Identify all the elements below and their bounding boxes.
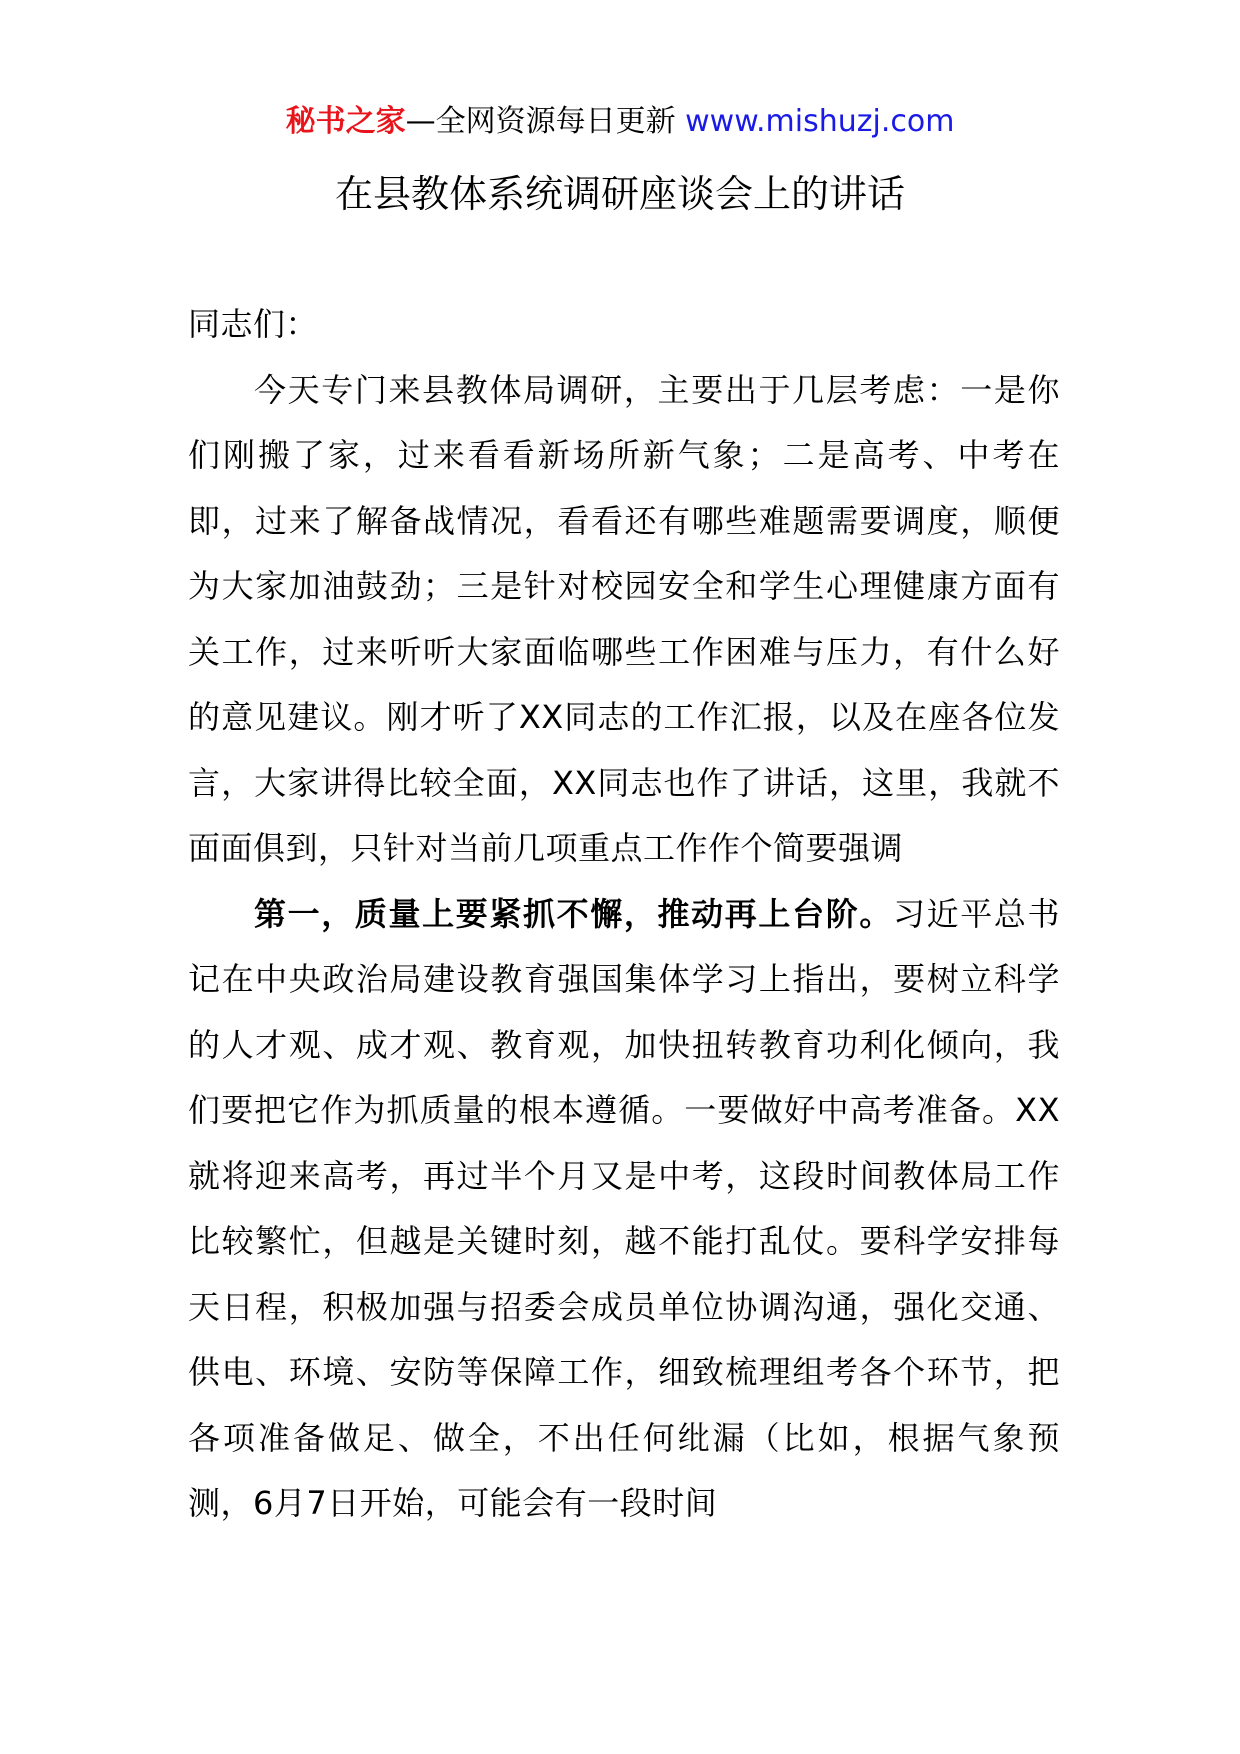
site-brand: 秘书之家 <box>285 104 406 139</box>
site-header <box>0 100 1240 144</box>
site-slogan: —全网资源每日更新 <box>405 104 676 139</box>
paragraph-first-point <box>188 882 1060 1537</box>
document-body <box>188 292 1060 1537</box>
paragraph-heading: 第一，质量上要紧抓不懈，推动再上台阶。 <box>254 894 893 933</box>
document-title: 在县教体系统调研座谈会上的讲话 <box>334 172 905 216</box>
salutation: 同志们： <box>188 305 319 343</box>
paragraph-intro: 今天专门来县教体局调研，主要出于几层考虑：一是你们刚搬了家，过来看看新场所新气象；二是高考、中考在即，过来了解备战情况，看看还有哪些难题需要调度，顺便为大家加油鼓劲；三是针对校园安全和学生心理健康方面有关工作，过来听听大家面临哪些工作困难与压力，有什么好的意见建议。刚才听了XX同志的工作汇报，以及在座各位发言，大家讲得比较全面，XX同志也作了讲话，这里，我就不面面俱到，只针对当前几项重点工作作个简要强调 <box>188 370 1060 867</box>
paragraph-content: 习近平总书记在中央政治局建设教育强国集体学习上指出，要树立科学的人才观、成才观、教育观，加快扭转教育功利化倾向，我们要把它作为抓质量的根本遵循。一要做好中高考准备。XX就将迎来高考，再过半个月又是中考，这段时间教体局工作比较繁忙，但越是关键时刻，越不能打乱仗。要科学安排每天日程，积极加强与招委会成员单位协调沟通，强化交通、供电、环境、安防等保障工作，细致梳理组考各个环节，把各项准备做足、做全，不出任何纰漏（比如，根据气象预测，6月7日开始，可能会有一段时间 <box>188 894 1060 1522</box>
site-url-link[interactable]: www.mishuzj.com <box>685 104 955 139</box>
